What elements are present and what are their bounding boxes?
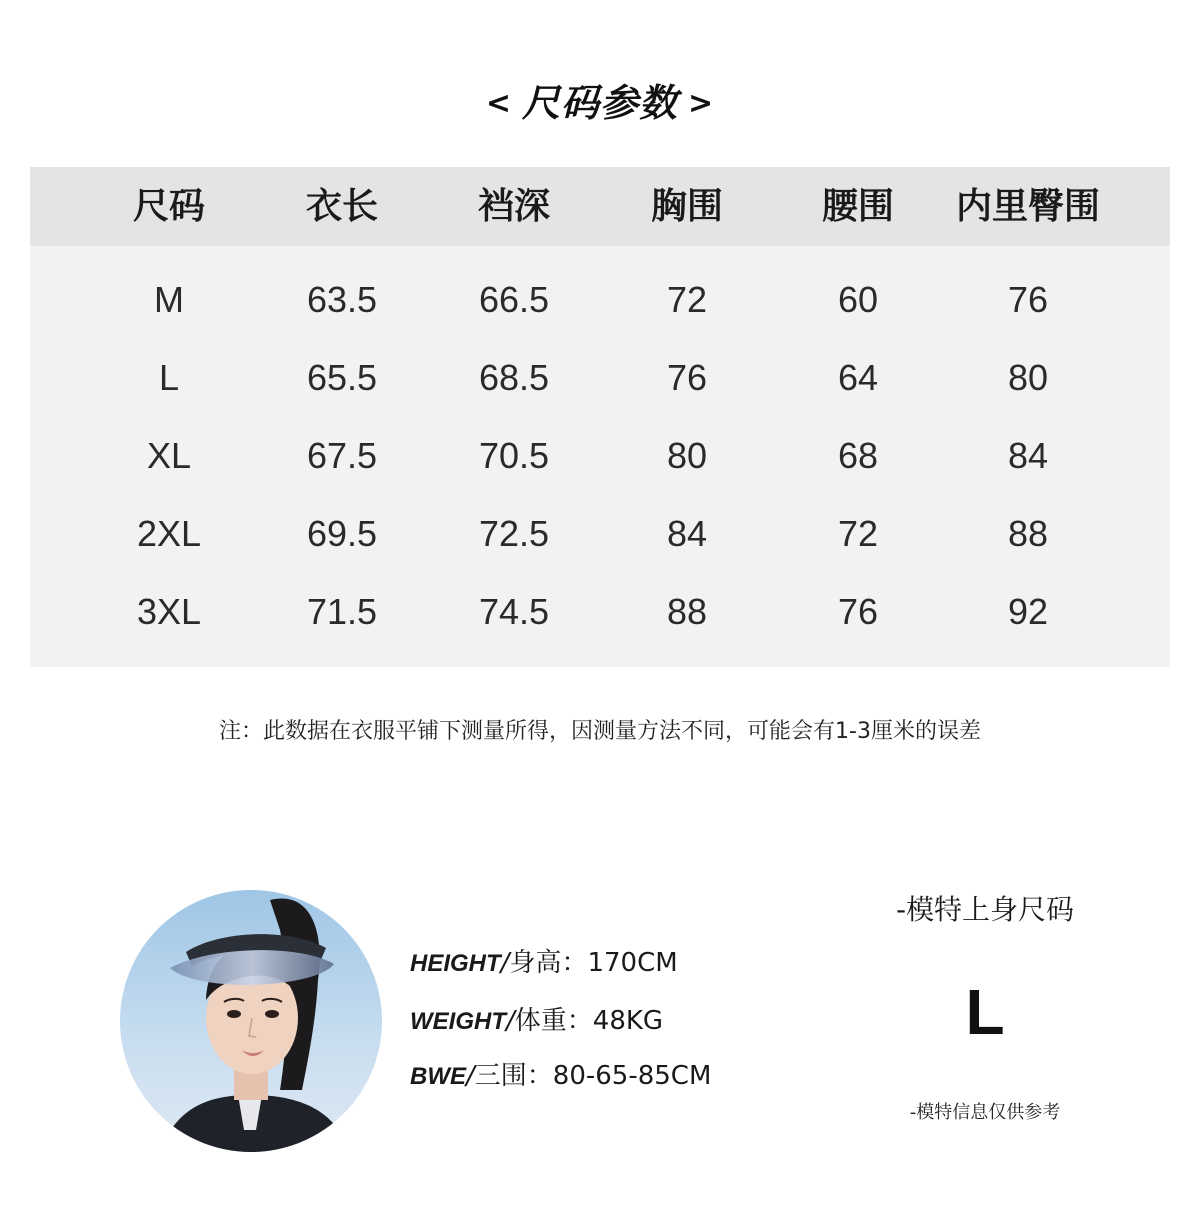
left-arrow-icon: < (485, 86, 512, 121)
height-sep: / (500, 948, 510, 978)
table-cell: 76 (1007, 279, 1049, 320)
weight-value: 48KG (592, 1006, 664, 1036)
table-cell: L (158, 357, 180, 398)
header-inner-hip: 内里臀围 (955, 186, 1100, 227)
table-cell: 74.5 (478, 591, 550, 632)
table-cell: M (154, 279, 184, 320)
table-cell: 67.5 (306, 435, 378, 476)
header-size: 尺码 (132, 186, 205, 227)
header-chest: 胸围 (650, 186, 723, 227)
measurements-value: 80-65-85CM (552, 1061, 712, 1091)
weight-label-en: WEIGHT (410, 1008, 506, 1035)
table-cell: 80 (666, 435, 708, 476)
table-cell: 76 (666, 357, 708, 398)
table-cell: 68 (837, 435, 879, 476)
table-cell: 63.5 (306, 279, 378, 320)
table-cell: 88 (666, 591, 708, 632)
table-cell: 76 (837, 591, 879, 632)
table-cell: 3XL (136, 591, 202, 632)
weight-label-cn: 体重： (514, 1006, 593, 1036)
model-size-value: L (965, 976, 1005, 1048)
header-rise: 裆深 (477, 186, 550, 227)
table-cell: 71.5 (306, 591, 378, 632)
table-cell: 65.5 (306, 357, 378, 398)
header-length: 衣长 (305, 186, 378, 227)
table-cell: 80 (1007, 357, 1049, 398)
table-cell: 68.5 (478, 357, 550, 398)
table-cell: 66.5 (478, 279, 550, 320)
measurement-note: 注：此数据在衣服平铺下测量所得，因测量方法不同，可能会有1-3厘米的误差 (219, 719, 981, 744)
size-table-header (30, 167, 1170, 246)
model-height (410, 948, 678, 979)
right-arrow-icon: > (688, 86, 715, 121)
table-cell: 72.5 (478, 513, 550, 554)
measurements-label-en: BWE (410, 1063, 466, 1090)
measurements-sep: / (466, 1061, 475, 1091)
page-title (0, 72, 1200, 127)
height-label-cn: 身高： (509, 948, 588, 978)
table-cell: 72 (837, 513, 879, 554)
table-cell: 2XL (136, 513, 202, 554)
table-cell: 92 (1007, 591, 1049, 632)
table-cell: 88 (1007, 513, 1049, 554)
model-weight (410, 1006, 663, 1037)
table-cell: XL (146, 435, 192, 476)
table-cell: 72 (666, 279, 708, 320)
page-title-text: 尺码参数 (521, 81, 678, 125)
height-value: 170CM (587, 948, 678, 978)
model-disclaimer: -模特信息仅供参考 (909, 1102, 1061, 1123)
size-table (30, 167, 1170, 667)
table-cell: 70.5 (478, 435, 550, 476)
model-avatar (120, 890, 382, 1152)
height-label-en: HEIGHT (410, 950, 501, 977)
table-cell: 84 (666, 513, 708, 554)
model-measurements (410, 1061, 711, 1092)
measurements-label-cn: 三围： (474, 1061, 553, 1091)
model-size-title: -模特上身尺码 (895, 893, 1075, 926)
table-cell: 69.5 (306, 513, 378, 554)
table-cell: 84 (1007, 435, 1049, 476)
weight-sep: / (506, 1006, 515, 1036)
table-cell: 64 (837, 357, 879, 398)
table-cell: 60 (837, 279, 879, 320)
model-photo-icon (120, 890, 382, 1152)
header-waist: 腰围 (821, 186, 894, 227)
